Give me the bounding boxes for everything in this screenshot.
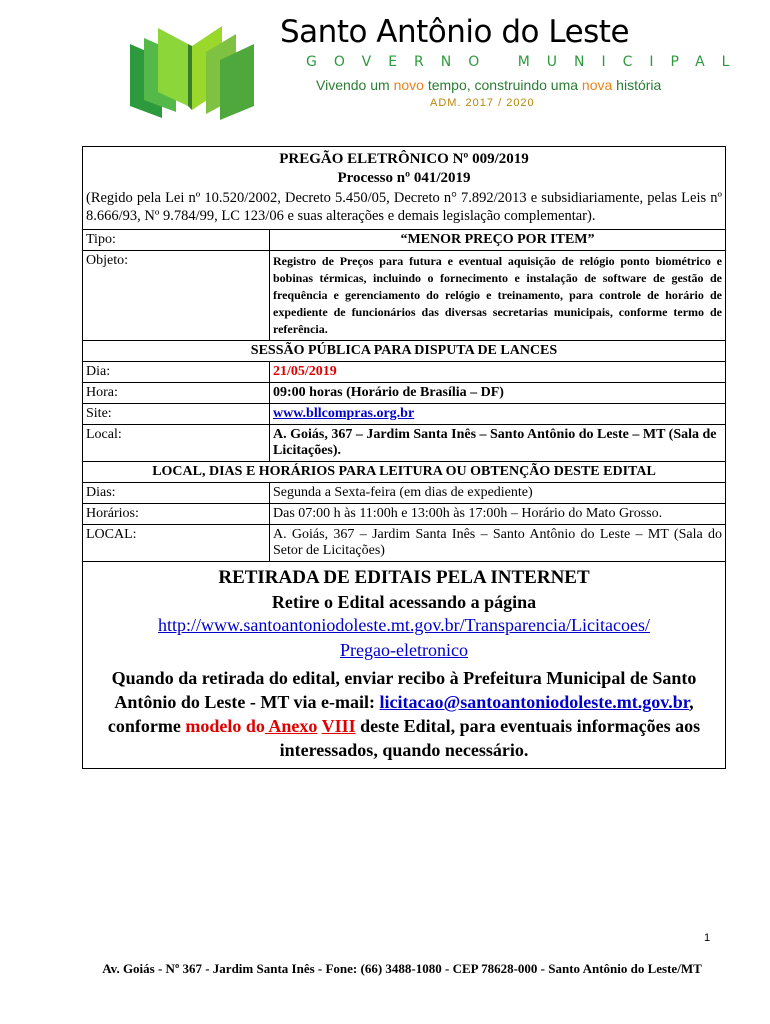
site-label: Site:: [83, 404, 270, 425]
dia-label: Dia:: [83, 362, 270, 383]
local-label: Local:: [83, 425, 270, 462]
anexo-link[interactable]: Anexo: [264, 716, 318, 736]
table-row: [83, 425, 726, 462]
slogan-part: Vivendo um: [316, 77, 394, 93]
objeto-label: Objeto:: [83, 251, 270, 341]
page-number: 1: [704, 932, 711, 944]
retirada-heading: RETIRADA DE EDITAIS PELA INTERNET: [218, 567, 590, 588]
email-link[interactable]: licitacao@santoantoniodoleste.mt.gov.br: [379, 692, 690, 712]
site-link[interactable]: www.bllcompras.org.br: [273, 406, 415, 421]
retirada-cell: [83, 562, 726, 769]
retirada-text-3: deste Edital, para eventuais informações aos interessados, quando necessário.: [279, 716, 701, 760]
edital-processo: Processo nº 041/2019: [337, 170, 471, 186]
edital-url-link-cont[interactable]: Pregao-eletronico: [340, 640, 468, 660]
horarios-label: Horários:: [83, 504, 270, 525]
edital-regido: (Regido pela Lei nº 10.520/2002, Decreto 5.450/05, Decreto n° 7.892/2013 e subsidiariamente, pelas Leis nº 8.666/93, Nº 9.784/99, LC 123/06 e suas alterações e demais legislação complementar).: [86, 190, 722, 224]
table-row: [83, 483, 726, 504]
brand-title: Santo Antônio do Leste: [280, 14, 630, 50]
local-value: A. Goiás, 367 – Jardim Santa Inês – Santo Antônio do Leste – MT (Sala de Licitações).: [270, 425, 726, 462]
table-row: [83, 562, 726, 769]
dias-label: Dias:: [83, 483, 270, 504]
sessao-heading: SESSÃO PÚBLICA PARA DISPUTA DE LANCES: [83, 341, 726, 362]
table-row: [83, 383, 726, 404]
hora-label: Hora:: [83, 383, 270, 404]
retirada-line1: Retire o Edital acessando a página: [271, 592, 537, 612]
tipo-label: Tipo:: [83, 230, 270, 251]
retirada-instructions: [89, 666, 719, 762]
brand-subtitle: GOVERNO MUNICIPAL: [306, 54, 747, 70]
leitura-heading: LOCAL, DIAS E HORÁRIOS PARA LEITURA OU OBTENÇÃO DESTE EDITAL: [83, 462, 726, 483]
anexo-link-cont[interactable]: VIII: [321, 716, 356, 736]
brand-slogan: [316, 77, 676, 93]
leitura-local-label: LOCAL:: [83, 525, 270, 562]
table-row: [83, 504, 726, 525]
table-row: [83, 404, 726, 425]
table-row: [83, 147, 726, 230]
retirada-text-1: Quando da retirada do edital, enviar recibo à Prefeitura Municipal de Santo Antônio do Leste - MT via e-mail:: [111, 668, 697, 712]
dia-value: 21/05/2019: [270, 362, 726, 383]
open-book-logo-icon: [122, 14, 272, 124]
tipo-value: “MENOR PREÇO POR ITEM”: [270, 230, 726, 251]
brand-adm: ADM. 2017 / 2020: [430, 97, 535, 109]
leitura-local-value: A. Goiás, 367 – Jardim Santa Inês – Santo Antônio do Leste – MT (Sala do Setor de Licitações): [270, 525, 726, 562]
edital-intro-cell: [83, 147, 726, 230]
table-row: [83, 341, 726, 362]
edital-table: [82, 146, 726, 769]
horarios-value: Das 07:00 h às 11:00h e 13:00h às 17:00h – Horário do Mato Grosso.: [270, 504, 726, 525]
edital-title: PREGÃO ELETRÔNICO Nº 009/2019: [279, 151, 529, 167]
page-footer: Av. Goiás - Nº 367 - Jardim Santa Inês - Fone: (66) 3488-1080 - CEP 78628-000 - Santo Antônio do Leste/MT: [102, 961, 702, 976]
table-row: [83, 251, 726, 341]
retirada-text-2: , conforme: [107, 692, 694, 736]
table-row: [83, 525, 726, 562]
modelo-text: modelo do: [185, 716, 265, 736]
table-row: [83, 462, 726, 483]
hora-value: 09:00 horas (Horário de Brasília – DF): [270, 383, 726, 404]
letterhead: [0, 0, 770, 130]
dias-value: Segunda a Sexta-feira (em dias de expediente): [270, 483, 726, 504]
slogan-part: história: [612, 77, 662, 93]
objeto-value: Registro de Preços para futura e eventual aquisição de relógio ponto biométrico e bobinas térmicas, incluindo o fornecimento e instalação de software de gestão de frequência e gerenciamento do relógio e treinamento, para controle de horário de expediente de funcionários das diversas secretarias municipais, conforme termo de referência.: [270, 251, 726, 341]
table-row: [83, 230, 726, 251]
table-row: [83, 362, 726, 383]
edital-url-link[interactable]: http://www.santoantoniodoleste.mt.gov.br/Transparencia/Licitacoes/: [158, 615, 650, 635]
slogan-highlight: nova: [581, 77, 613, 93]
slogan-part: tempo, construindo uma: [423, 77, 582, 93]
slogan-highlight: novo: [393, 77, 424, 93]
